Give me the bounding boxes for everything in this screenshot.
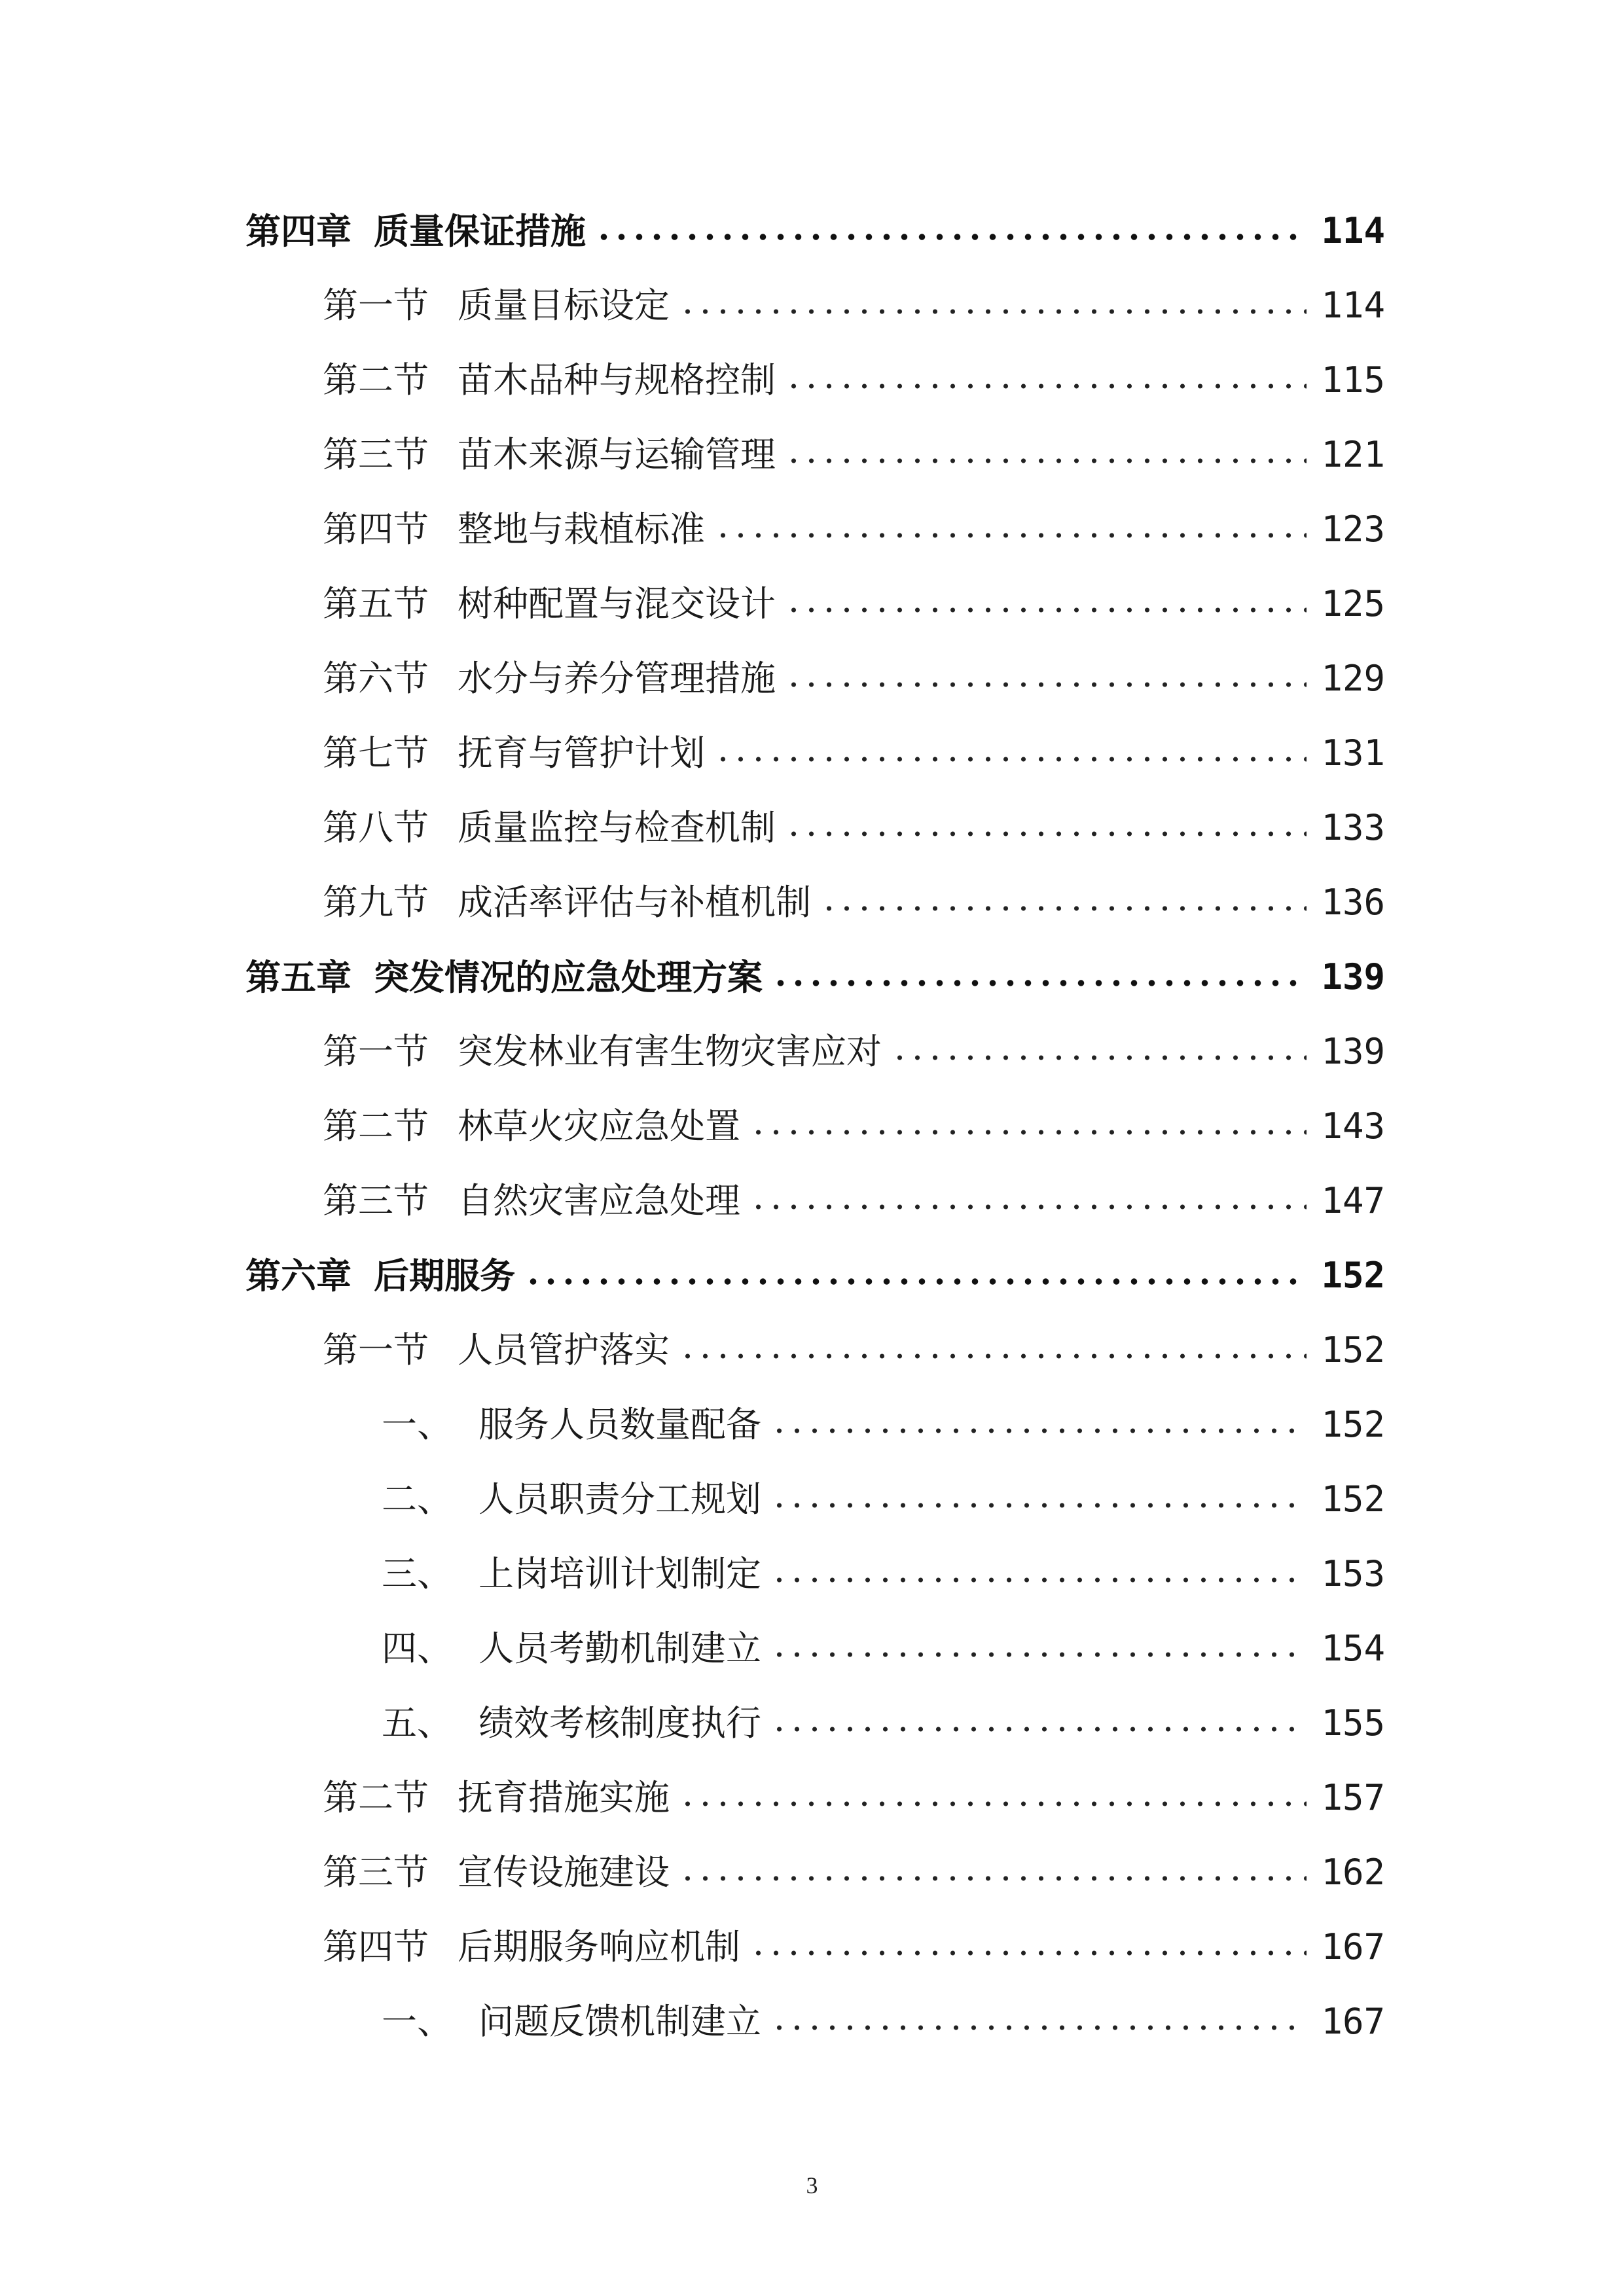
toc-entry-page: 139	[1321, 956, 1385, 997]
toc-entry-section[interactable]	[0, 791, 1624, 865]
toc-entry-page: 152	[1321, 1255, 1385, 1296]
toc-entry-page: 157	[1321, 1777, 1385, 1818]
toc-dot-leader	[770, 1502, 1307, 1509]
toc-entry-page: 153	[1321, 1553, 1385, 1594]
toc-dot-leader	[679, 1801, 1307, 1807]
toc-entry-page: 152	[1321, 1404, 1385, 1445]
toc-entry-chapter[interactable]	[0, 940, 1624, 1014]
toc-entry-prefix: 第二节	[323, 359, 429, 401]
toc-entry-title: 后期服务响应机制	[458, 1926, 740, 1967]
toc-entry-prefix: 第一节	[323, 1031, 429, 1072]
toc-entry-prefix: 第三节	[323, 1180, 429, 1221]
toc-dot-leader	[785, 607, 1307, 613]
page-number: 3	[806, 2172, 818, 2198]
toc-entry-section[interactable]	[0, 865, 1624, 940]
toc-entry-prefix: 四、	[382, 1628, 452, 1669]
toc-dot-leader	[785, 831, 1307, 837]
toc-entry-subsection[interactable]	[0, 1686, 1624, 1761]
toc-entry-prefix: 第二节	[323, 1105, 429, 1147]
toc-dot-leader	[785, 383, 1307, 389]
toc-entry-prefix: 第一节	[323, 285, 429, 326]
toc-entry-prefix: 第五章	[245, 956, 352, 998]
toc-entry-page: 133	[1321, 807, 1385, 848]
toc-entry-title: 人员管护落实	[458, 1329, 670, 1371]
toc-dot-leader	[595, 234, 1307, 240]
toc-entry-section[interactable]	[0, 1164, 1624, 1238]
toc-entry-page: 152	[1321, 1329, 1385, 1371]
toc-entry-prefix: 第九节	[323, 882, 429, 923]
toc-entry-title: 质量监控与检查机制	[458, 807, 776, 848]
toc-entry-page: 162	[1321, 1852, 1385, 1893]
toc-entry-title: 质量保证措施	[374, 210, 586, 252]
toc-entry-page: 167	[1321, 1926, 1385, 1967]
toc-entry-subsection[interactable]	[0, 1537, 1624, 1611]
toc-entry-title: 质量目标设定	[458, 285, 670, 326]
toc-dot-leader	[820, 905, 1307, 912]
toc-dot-leader	[785, 457, 1307, 464]
toc-entry-page: 152	[1321, 1479, 1385, 1520]
table-of-contents	[0, 194, 1624, 2059]
toc-entry-title: 突发林业有害生物灾害应对	[458, 1031, 882, 1072]
toc-entry-title: 后期服务	[374, 1255, 515, 1297]
toc-entry-prefix: 第七节	[323, 732, 429, 774]
toc-entry-section[interactable]	[0, 343, 1624, 418]
toc-entry-title: 人员考勤机制建立	[478, 1628, 761, 1669]
toc-dot-leader	[714, 756, 1307, 762]
toc-entry-title: 宣传设施建设	[458, 1852, 670, 1893]
toc-entry-section[interactable]	[0, 716, 1624, 791]
toc-entry-title: 抚育措施实施	[458, 1777, 670, 1818]
toc-entry-section[interactable]	[0, 268, 1624, 343]
toc-entry-title: 抚育与管护计划	[458, 732, 705, 774]
toc-dot-leader	[679, 308, 1307, 315]
toc-entry-prefix: 三、	[382, 1553, 452, 1594]
toc-entry-section[interactable]	[0, 418, 1624, 492]
toc-entry-prefix: 一、	[382, 2001, 452, 2042]
toc-entry-section[interactable]	[0, 1910, 1624, 1984]
toc-entry-title: 苗木品种与规格控制	[458, 359, 776, 401]
toc-entry-title: 服务人员数量配备	[478, 1404, 761, 1445]
toc-entry-page: 115	[1321, 359, 1385, 401]
toc-entry-section[interactable]	[0, 492, 1624, 567]
toc-dot-leader	[770, 1577, 1307, 1583]
toc-entry-section[interactable]	[0, 1835, 1624, 1910]
toc-entry-title: 突发情况的应急处理方案	[374, 956, 763, 998]
toc-entry-title: 绩效考核制度执行	[478, 1702, 761, 1744]
toc-entry-page: 155	[1321, 1702, 1385, 1744]
toc-entry-section[interactable]	[0, 1014, 1624, 1089]
toc-dot-leader	[749, 1204, 1307, 1210]
toc-entry-title: 成活率评估与补植机制	[458, 882, 811, 923]
toc-entry-section[interactable]	[0, 1761, 1624, 1835]
toc-entry-title: 问题反馈机制建立	[478, 2001, 761, 2042]
toc-dot-leader	[770, 1427, 1307, 1434]
toc-entry-page: 123	[1321, 509, 1385, 550]
toc-entry-prefix: 第五节	[323, 583, 429, 624]
toc-entry-subsection[interactable]	[0, 1462, 1624, 1537]
toc-entry-page: 125	[1321, 583, 1385, 624]
toc-entry-title: 林草火灾应急处置	[458, 1105, 740, 1147]
toc-entry-chapter[interactable]	[0, 1238, 1624, 1313]
toc-entry-prefix: 第一节	[323, 1329, 429, 1371]
toc-dot-leader	[891, 1054, 1307, 1061]
toc-entry-prefix: 第六章	[245, 1255, 352, 1297]
toc-entry-section[interactable]	[0, 567, 1624, 641]
toc-dot-leader	[524, 1278, 1307, 1285]
toc-entry-page: 121	[1321, 434, 1385, 475]
toc-entry-page: 167	[1321, 2001, 1385, 2042]
toc-entry-title: 树种配置与混交设计	[458, 583, 776, 624]
toc-entry-subsection[interactable]	[0, 1388, 1624, 1462]
toc-entry-page: 136	[1321, 882, 1385, 923]
toc-dot-leader	[772, 980, 1307, 986]
toc-dot-leader	[749, 1129, 1307, 1136]
toc-entry-subsection[interactable]	[0, 1984, 1624, 2059]
toc-entry-chapter[interactable]	[0, 194, 1624, 268]
toc-dot-leader	[770, 2024, 1307, 2031]
toc-entry-title: 苗木来源与运输管理	[458, 434, 776, 475]
toc-entry-prefix: 五、	[382, 1702, 452, 1744]
toc-entry-prefix: 第六节	[323, 658, 429, 699]
toc-dot-leader	[679, 1353, 1307, 1359]
toc-dot-leader	[770, 1726, 1307, 1732]
toc-entry-prefix: 第四节	[323, 509, 429, 550]
toc-entry-title: 上岗培训计划制定	[478, 1553, 761, 1594]
toc-entry-page: 139	[1321, 1031, 1385, 1072]
toc-entry-prefix: 第八节	[323, 807, 429, 848]
toc-entry-prefix: 二、	[382, 1479, 452, 1520]
toc-dot-leader	[679, 1875, 1307, 1882]
toc-entry-subsection[interactable]	[0, 1611, 1624, 1686]
toc-entry-title: 自然灾害应急处理	[458, 1180, 740, 1221]
toc-entry-page: 114	[1321, 210, 1385, 251]
toc-entry-title: 整地与栽植标准	[458, 509, 705, 550]
toc-dot-leader	[770, 1651, 1307, 1658]
toc-dot-leader	[714, 532, 1307, 539]
toc-entry-section[interactable]	[0, 1089, 1624, 1164]
toc-entry-page: 143	[1321, 1105, 1385, 1147]
toc-entry-prefix: 第三节	[323, 434, 429, 475]
toc-entry-title: 水分与养分管理措施	[458, 658, 776, 699]
toc-dot-leader	[749, 1950, 1307, 1956]
toc-entry-page: 114	[1321, 285, 1385, 326]
toc-entry-page: 154	[1321, 1628, 1385, 1669]
toc-entry-prefix: 一、	[382, 1404, 452, 1445]
toc-entry-prefix: 第四节	[323, 1926, 429, 1967]
toc-entry-prefix: 第四章	[245, 210, 352, 252]
toc-dot-leader	[785, 681, 1307, 688]
toc-entry-prefix: 第三节	[323, 1852, 429, 1893]
toc-entry-page: 129	[1321, 658, 1385, 699]
toc-entry-page: 147	[1321, 1180, 1385, 1221]
toc-entry-prefix: 第二节	[323, 1777, 429, 1818]
toc-entry-section[interactable]	[0, 641, 1624, 716]
toc-entry-page: 131	[1321, 732, 1385, 774]
toc-entry-section[interactable]	[0, 1313, 1624, 1388]
toc-entry-title: 人员职责分工规划	[478, 1479, 761, 1520]
